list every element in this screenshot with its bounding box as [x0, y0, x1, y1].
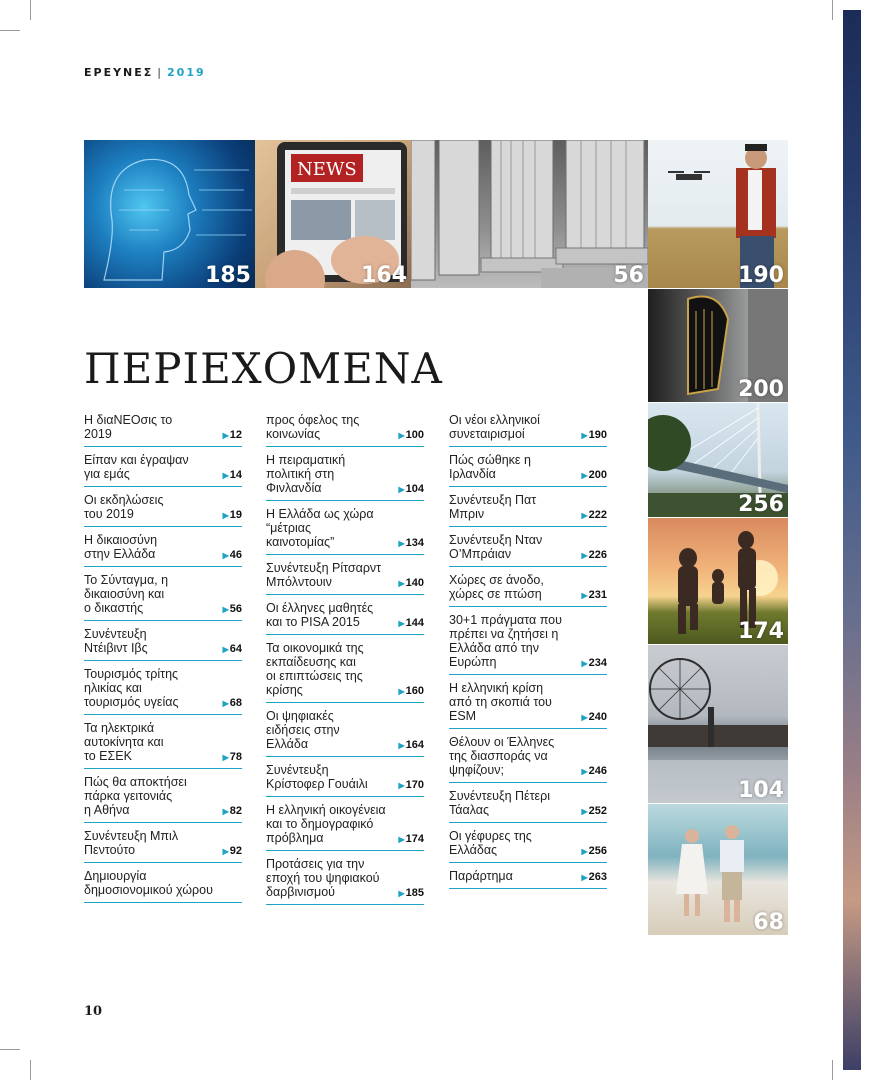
- tile-page-number: 256: [738, 492, 784, 517]
- arrow-icon: ▶: [398, 539, 405, 548]
- tile-columns[interactable]: [411, 140, 648, 288]
- crop-mark: [0, 30, 20, 31]
- arrow-icon: ▶: [581, 713, 588, 722]
- toc-entry[interactable]: [449, 607, 607, 675]
- arrow-icon: ▶: [222, 645, 229, 654]
- toc-entry-page: [223, 549, 242, 561]
- toc-entry-title: Οι ψηφιακές ειδήσεις στην Ελλάδα: [266, 709, 340, 751]
- toc-entry-title: Η ελληνική οικογένεια και το δημογραφικό πρόβλημα: [266, 803, 386, 845]
- toc-column-1: [84, 407, 242, 903]
- toc-page-number: 56: [229, 603, 242, 615]
- toc-entry-page: [223, 429, 242, 441]
- toc-page-number: 68: [229, 697, 242, 709]
- toc-entry[interactable]: [84, 487, 242, 527]
- toc-page-number: 134: [405, 537, 424, 549]
- crop-mark: [832, 0, 833, 20]
- toc-page-number: 164: [405, 739, 424, 751]
- arrow-icon: ▶: [222, 471, 229, 480]
- arrow-icon: ▶: [581, 807, 588, 816]
- toc-page-number: 160: [405, 685, 424, 697]
- toc-entry-page: [398, 739, 424, 751]
- toc-entry[interactable]: [84, 661, 242, 715]
- toc-entry-page: [581, 711, 607, 723]
- toc-entry[interactable]: [266, 447, 424, 501]
- toc-entry[interactable]: [266, 501, 424, 555]
- toc-entry-title: Πώς σώθηκε η Ιρλανδία: [449, 453, 531, 481]
- toc-page-number: 46: [229, 549, 242, 561]
- toc-entry-page: [581, 469, 607, 481]
- toc-page-number: 82: [229, 805, 242, 817]
- toc-entry[interactable]: [84, 823, 242, 863]
- toc-entry-page: [223, 697, 242, 709]
- toc-entry[interactable]: [266, 407, 424, 447]
- toc-entry[interactable]: [266, 797, 424, 851]
- toc-entry[interactable]: [449, 447, 607, 487]
- toc-page-number: 252: [588, 805, 607, 817]
- arrow-icon: ▶: [581, 873, 588, 882]
- toc-page-number: 185: [405, 887, 424, 899]
- arrow-icon: ▶: [222, 511, 229, 520]
- arrow-icon: ▶: [581, 847, 588, 856]
- toc-page-number: 64: [229, 643, 242, 655]
- arrow-icon: ▶: [222, 431, 229, 440]
- tile-family[interactable]: [648, 518, 788, 644]
- tile-page-number: 174: [738, 619, 784, 644]
- toc-entry-page: [581, 429, 607, 441]
- toc-entry-page: [581, 589, 607, 601]
- toc-entry-title: Η Ελλάδα ως χώρα “μέτριας καινοτομίας”: [266, 507, 374, 549]
- tile-page-number: 104: [738, 778, 784, 803]
- toc-entry[interactable]: [84, 621, 242, 661]
- toc-entry-page: [581, 845, 607, 857]
- crop-mark: [30, 0, 31, 20]
- toc-entry[interactable]: [449, 783, 607, 823]
- toc-entry-title: Οι γέφυρες της Ελλάδας: [449, 829, 532, 857]
- toc-entry-title: προς όφελος της κοινωνίας: [266, 413, 360, 441]
- toc-page-number: 78: [229, 751, 242, 763]
- toc-entry[interactable]: [449, 407, 607, 447]
- tile-page-number: 68: [753, 910, 784, 935]
- arrow-icon: ▶: [222, 753, 229, 762]
- header-year: 2019: [167, 66, 206, 79]
- toc-entry-page: [581, 509, 607, 521]
- toc-entry-title: Συνέντευξη Κρίστοφερ Γουάιλι: [266, 763, 368, 791]
- arrow-icon: ▶: [398, 889, 405, 898]
- toc-entry-page: [223, 509, 242, 521]
- tile-bridge[interactable]: [648, 403, 788, 517]
- toc-entry-page: [223, 805, 242, 817]
- svg-text:NEWS: NEWS: [297, 159, 357, 180]
- toc-entry[interactable]: [266, 703, 424, 757]
- toc-page-number: 12: [229, 429, 242, 441]
- tile-news[interactable]: [255, 140, 411, 288]
- toc-page-number: 19: [229, 509, 242, 521]
- toc-entry[interactable]: [266, 595, 424, 635]
- toc-page-number: 256: [588, 845, 607, 857]
- toc-entry[interactable]: [84, 447, 242, 487]
- toc-entry-title: 30+1 πράγματα που πρέπει να ζητήσει η Ελλάδα από την Ευρώπη: [449, 613, 562, 669]
- arrow-icon: ▶: [398, 619, 405, 628]
- toc-entry[interactable]: [266, 757, 424, 797]
- toc-entry-title: Συνέντευξη Πέτερι Τάαλας: [449, 789, 551, 817]
- tile-page-number: 185: [205, 263, 251, 288]
- arrow-icon: ▶: [581, 591, 588, 600]
- arrow-icon: ▶: [581, 431, 588, 440]
- toc-page-number: 263: [588, 871, 607, 883]
- toc-page-number: 222: [588, 509, 607, 521]
- toc-entry[interactable]: [449, 675, 607, 729]
- arrow-icon: ▶: [398, 835, 405, 844]
- toc-entry-page: [398, 779, 424, 791]
- toc-entry-page: [398, 429, 424, 441]
- toc-entry[interactable]: [266, 851, 424, 905]
- toc-page-number: 100: [405, 429, 424, 441]
- toc-entry[interactable]: [266, 635, 424, 703]
- toc-entry-title: Η πειραματική πολιτική στη Φινλανδία: [266, 453, 346, 495]
- toc-entry[interactable]: [449, 487, 607, 527]
- toc-entry-page: [581, 549, 607, 561]
- arrow-icon: ▶: [398, 687, 405, 696]
- crop-mark: [832, 1060, 833, 1080]
- toc-entry-title: Το Σύνταγμα, η δικαιοσύνη και ο δικαστής: [84, 573, 169, 615]
- section-name: ΕΡΕΥΝΕΣ: [84, 66, 154, 79]
- toc-column-3: [449, 407, 607, 889]
- arrow-icon: ▶: [581, 471, 588, 480]
- toc-entry-title: Χώρες σε άνοδο, χώρες σε πτώση: [449, 573, 544, 601]
- toc-entry-title: Τουρισμός τρίτης ηλικίας και τουρισμός υγείας: [84, 667, 179, 709]
- tile-ai-face[interactable]: [84, 140, 255, 288]
- header-separator: |: [157, 66, 164, 79]
- toc-page-number: 240: [588, 711, 607, 723]
- toc-page-number: 140: [405, 577, 424, 589]
- tile-drone[interactable]: [648, 140, 788, 288]
- toc-page-number: 234: [588, 657, 607, 669]
- toc-entry[interactable]: [84, 527, 242, 567]
- decorative-strip: [843, 10, 861, 1070]
- toc-entry-page: [223, 845, 242, 857]
- arrow-icon: ▶: [398, 741, 405, 750]
- toc-entry-page: [581, 805, 607, 817]
- toc-entry-title: Οι νέοι ελληνικοί συνεταιρισμοί: [449, 413, 540, 441]
- arrow-icon: ▶: [222, 551, 229, 560]
- page-title: ΠΕΡΙΕΧΟΜΕΝΑ: [84, 344, 443, 393]
- toc-entry-page: [398, 833, 424, 845]
- arrow-icon: ▶: [398, 579, 405, 588]
- toc-entry-page: [581, 657, 607, 669]
- toc-entry-title: Οι εκδηλώσεις του 2019: [84, 493, 164, 521]
- toc-entry-title: Οι έλληνες μαθητές και το PISA 2015: [266, 601, 374, 629]
- toc-entry[interactable]: [84, 769, 242, 823]
- arrow-icon: ▶: [581, 659, 588, 668]
- toc-entry-page: [398, 887, 424, 899]
- toc-entry-title: Συνέντευξη Μπιλ Πεντούτο: [84, 829, 179, 857]
- toc-page-number: 226: [588, 549, 607, 561]
- toc-entry[interactable]: [449, 823, 607, 863]
- toc-entry-title: Προτάσεις για την εποχή του ψηφιακού δαρβινισμού: [266, 857, 380, 899]
- toc-page-number: 231: [588, 589, 607, 601]
- toc-entry-page: [223, 643, 242, 655]
- toc-page-number: 170: [405, 779, 424, 791]
- crop-mark: [0, 1049, 20, 1050]
- toc-entry-title: Πώς θα αποκτήσει πάρκα γειτονιάς η Αθήνα: [84, 775, 187, 817]
- tile-page-number: 200: [738, 377, 784, 402]
- arrow-icon: ▶: [398, 781, 405, 790]
- toc-page-number: 200: [588, 469, 607, 481]
- toc-column-2: [266, 407, 424, 905]
- arrow-icon: ▶: [222, 699, 229, 708]
- toc-entry-page: [581, 871, 607, 883]
- toc-entry-title: Είπαν και έγραψαν για εμάς: [84, 453, 189, 481]
- toc-entry[interactable]: [449, 527, 607, 567]
- toc-entry[interactable]: [84, 407, 242, 447]
- toc-entry[interactable]: [449, 729, 607, 783]
- toc-entry-title: Τα ηλεκτρικά αυτοκίνητα και το ΕΣΕΚ: [84, 721, 164, 763]
- toc-entry-page: [398, 537, 424, 549]
- arrow-icon: ▶: [398, 485, 405, 494]
- toc-entry-title: Η δικαιοσύνη στην Ελλάδα: [84, 533, 158, 561]
- toc-entry[interactable]: [266, 555, 424, 595]
- arrow-icon: ▶: [398, 431, 405, 440]
- toc-entry-title: Συνέντευξη Ρίτσαρντ Μπόλντουιν: [266, 561, 382, 589]
- toc-entry[interactable]: [449, 863, 607, 889]
- toc-entry[interactable]: [449, 567, 607, 607]
- tile-ferris-wheel[interactable]: [648, 645, 788, 803]
- toc-entry-page: [223, 751, 242, 763]
- toc-entry[interactable]: [84, 567, 242, 621]
- tile-beach[interactable]: [648, 804, 788, 935]
- toc-page-number: 92: [229, 845, 242, 857]
- toc-page-number: 104: [405, 483, 424, 495]
- arrow-icon: ▶: [222, 605, 229, 614]
- toc-entry-title: Συνέντευξη Νταν Ο’Μπράιαν: [449, 533, 543, 561]
- toc-page-number: 174: [405, 833, 424, 845]
- tile-page-number: 190: [738, 263, 784, 288]
- toc-entry-title: Η ελληνική κρίση από τη σκοπιά του ESM: [449, 681, 552, 723]
- arrow-icon: ▶: [581, 511, 588, 520]
- toc-entry-page: [398, 577, 424, 589]
- toc-entry-title: Παράρτημα: [449, 869, 513, 883]
- toc-entry-title: Συνέντευξη Πατ Μπριν: [449, 493, 537, 521]
- tile-page-number: 56: [613, 263, 644, 288]
- toc-entry-page: [581, 765, 607, 777]
- toc-entry-page: [223, 603, 242, 615]
- arrow-icon: ▶: [222, 847, 229, 856]
- toc-page-number: 190: [588, 429, 607, 441]
- toc-page-number: 144: [405, 617, 424, 629]
- toc-entry-title: Συνέντευξη Ντέιβιντ Ιβς: [84, 627, 148, 655]
- arrow-icon: ▶: [222, 807, 229, 816]
- toc-entry-title: Η διαΝΕΟσις το 2019: [84, 413, 173, 441]
- toc-page-number: 14: [229, 469, 242, 481]
- toc-entry-page: [398, 483, 424, 495]
- toc-entry-page: [398, 685, 424, 697]
- toc-entry-title: Θέλουν οι Έλληνες της διασποράς να ψηφίζουν;: [449, 735, 555, 777]
- crop-mark: [30, 1060, 31, 1080]
- tile-page-number: 164: [361, 263, 407, 288]
- toc-page-number: 246: [588, 765, 607, 777]
- toc-entry-page: [223, 469, 242, 481]
- toc-entry-page: [398, 617, 424, 629]
- arrow-icon: ▶: [581, 551, 588, 560]
- page-number: 10: [84, 1004, 103, 1019]
- toc-entry[interactable]: [84, 715, 242, 769]
- toc-entry-title: Τα οικονομικά της εκπαίδευσης και οι επιπτώσεις της κρίσης: [266, 641, 364, 697]
- toc-entry[interactable]: [84, 863, 242, 903]
- arrow-icon: ▶: [581, 767, 588, 776]
- toc-entry-title: Δημιουργία δημοσιονομικού χώρου: [84, 869, 213, 897]
- tile-harp[interactable]: [648, 289, 788, 402]
- section-header: [84, 66, 206, 79]
